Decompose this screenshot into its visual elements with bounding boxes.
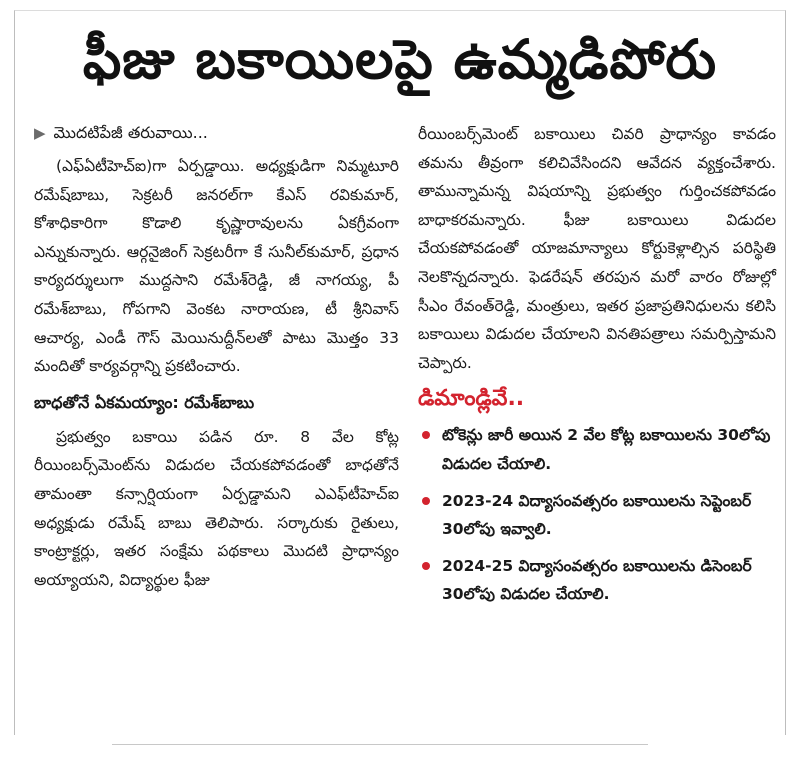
demand-item: [418, 487, 776, 544]
left-column: [34, 120, 399, 594]
bottom-divider: [112, 744, 648, 745]
bullet-dot-icon: [422, 431, 430, 439]
demand-text: 2023-24 విద్యాసంవత్సరం బకాయిలను సెప్టెంబర్ 30లోపు ఇవ్వాలి.: [442, 491, 752, 539]
kicker-text: మొదటిపేజీ తరువాయి...: [53, 123, 208, 142]
demands-title: డిమాండ్లివే..: [418, 386, 525, 412]
headline: ఫీజు బకాయిలపై ఉమ్మడిపోరు: [82, 28, 718, 91]
left-paragraph-1: (ఎఫ్ఏటీహెచ్ఐ)గా ఏర్పడ్డాయి. అధ్యక్షుడిగా నిమ్మటూరి రమేష్‌బాబు, సెక్రటరీ జనరల్‌గా కేఎస్ రవికుమార్, కోశాధికారిగా కొడాలి కృష్ణారావులను ఏకగ్రీవంగా ఎన్నుకున్నారు. ఆర్గనైజింగ్ సెక్రటరీగా కే సునీల్‌కుమార్, ప్రధాన కార్యదర్శులుగా ముద్దసాని రమేశ్‌రెడ్డి, జీ నాగయ్య, పీ రమేశ్‌బాబు, గోపగాని వెంకట నారాయణ, టీ శ్రీనివాస్ ఆచార్య, ఎండీ గౌస్ మెయినుద్దీన్‌లతో పాటు మొత్తం 33 మందితో కార్యవర్గాన్ని ప్రకటించారు.: [34, 157, 399, 376]
continued-kicker: [34, 120, 399, 146]
demand-text: 2024-25 విద్యాసంవత్సరం బకాయిలను డిసెంబర్ 30లోపు విడుదల చేయాలి.: [442, 556, 752, 604]
left-paragraph-2: ప్రభుత్వం బకాయి పడిన రూ. 8 వేల కోట్ల రీయింబర్స్‌మెంట్‌ను విడుదల చేయకపోవడంతో బాధతోనే తామంతా కన్సార్షియంగా ఏర్పడ్డామని ఎఎఫ్‌టీహెచ్ఐ అధ్యక్షుడు రమేష్ బాబు తెలిపారు. సర్కారుకు రైతులు, కాంట్రాక్టర్లు, ఇతర సంక్షేమ పథకాలు మొదటి ప్రాధాన్యం అయ్యాయని, విద్యార్థుల ఫీజు: [34, 427, 399, 589]
play-arrow-icon: ▶: [34, 124, 46, 142]
bullet-dot-icon: [422, 497, 430, 505]
demand-text: టోకెన్లు జారీ అయిన 2 వేల కోట్ల బకాయిలను 30లోపు విడుదల చేయాలి.: [442, 426, 771, 473]
demand-item: [418, 421, 776, 478]
bullet-dot-icon: [422, 562, 430, 570]
right-paragraph: రీయింబర్స్‌మెంట్ బకాయిలు చివరి ప్రాధాన్యం కావడం తమను తీవ్రంగా కలిచివేసిందని ఆవేదన వ్యక్తంచేశారు. తామున్నామన్న విషయాన్ని ప్రభుత్వం గుర్తించకపోవడం బాధాకరమన్నారు. ఫీజు బకాయిలు విడుదల చేయకపోవడంతో యాజమాన్యాలు కోర్టుకెళ్లాల్సిన పరిస్థితి నెలకొన్నదన్నారు. ఫెడరేషన్ తరపున మరో వారం రోజుల్లో సీఎం రేవంత్‌రెడ్డి, మంత్రులు, ఇతర ప్రజాప్రతినిధులను కలిసి బకాయిలు విడుదల చేయాలని వినతిపత్రాలు సమర్పిస్తామని చెప్పారు.: [418, 125, 776, 372]
demand-item: [418, 552, 776, 609]
right-column: [418, 120, 776, 617]
demands-list: [418, 421, 776, 609]
sub-heading: బాధతోనే ఏకమయ్యాం: రమేశ్‌బాబు: [34, 392, 255, 412]
